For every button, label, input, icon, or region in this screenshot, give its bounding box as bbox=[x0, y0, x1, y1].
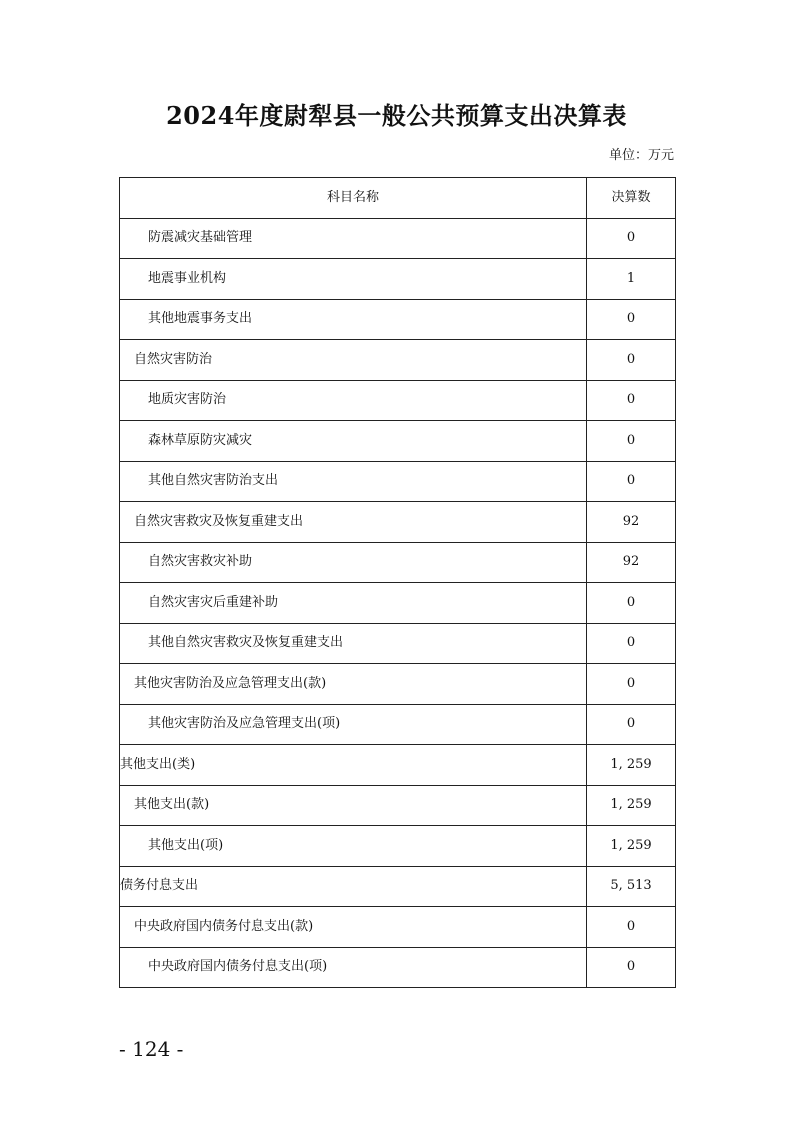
table-row bbox=[120, 461, 676, 502]
row-name: 其他灾害防治及应急管理支出(款) bbox=[120, 664, 587, 705]
table-row bbox=[120, 218, 676, 259]
table-row bbox=[120, 745, 676, 786]
column-header-value: 决算数 bbox=[587, 178, 676, 219]
column-header-name: 科目名称 bbox=[120, 178, 587, 219]
row-name: 自然灾害灾后重建补助 bbox=[120, 583, 587, 624]
row-value: 0 bbox=[587, 704, 676, 745]
page-title: 2024年度尉犁县一般公共预算支出决算表 bbox=[166, 101, 627, 130]
row-value: 0 bbox=[587, 947, 676, 988]
table-row bbox=[120, 380, 676, 421]
row-name: 其他支出(类) bbox=[120, 745, 587, 786]
row-value: 0 bbox=[587, 299, 676, 340]
unit-label: 单位：万元 bbox=[608, 148, 674, 163]
row-name: 其他地震事务支出 bbox=[120, 299, 587, 340]
row-value: 92 bbox=[587, 502, 676, 543]
table-row bbox=[120, 907, 676, 948]
table-row bbox=[120, 866, 676, 907]
row-value: 1, 259 bbox=[587, 826, 676, 867]
table-row bbox=[120, 421, 676, 462]
row-name: 其他支出(款) bbox=[120, 785, 587, 826]
page-number: - 124 - bbox=[119, 1037, 184, 1061]
row-name: 森林草原防灾减灾 bbox=[120, 421, 587, 462]
table-row bbox=[120, 623, 676, 664]
row-value: 0 bbox=[587, 218, 676, 259]
table-row bbox=[120, 704, 676, 745]
row-name: 地质灾害防治 bbox=[120, 380, 587, 421]
table-row bbox=[120, 785, 676, 826]
table-row bbox=[120, 259, 676, 300]
row-name: 债务付息支出 bbox=[120, 866, 587, 907]
row-name: 自然灾害救灾及恢复重建支出 bbox=[120, 502, 587, 543]
table-row bbox=[120, 664, 676, 705]
row-value: 5, 513 bbox=[587, 866, 676, 907]
row-value: 0 bbox=[587, 583, 676, 624]
table-row bbox=[120, 826, 676, 867]
row-value: 1, 259 bbox=[587, 785, 676, 826]
table-row bbox=[120, 583, 676, 624]
row-value: 0 bbox=[587, 421, 676, 462]
row-value: 0 bbox=[587, 664, 676, 705]
row-value: 0 bbox=[587, 340, 676, 381]
row-value: 1 bbox=[587, 259, 676, 300]
row-value: 92 bbox=[587, 542, 676, 583]
table-row bbox=[120, 340, 676, 381]
table-row bbox=[120, 299, 676, 340]
row-name: 中央政府国内债务付息支出(款) bbox=[120, 907, 587, 948]
row-name: 自然灾害救灾补助 bbox=[120, 542, 587, 583]
budget-table bbox=[119, 177, 676, 988]
row-value: 0 bbox=[587, 461, 676, 502]
row-name: 地震事业机构 bbox=[120, 259, 587, 300]
row-name: 其他灾害防治及应急管理支出(项) bbox=[120, 704, 587, 745]
table-row bbox=[120, 542, 676, 583]
row-value: 1, 259 bbox=[587, 745, 676, 786]
row-name: 防震减灾基础管理 bbox=[120, 218, 587, 259]
row-name: 自然灾害防治 bbox=[120, 340, 587, 381]
row-value: 0 bbox=[587, 907, 676, 948]
table-header-row bbox=[120, 178, 676, 219]
row-name: 其他自然灾害救灾及恢复重建支出 bbox=[120, 623, 587, 664]
table-row bbox=[120, 502, 676, 543]
row-name: 其他支出(项) bbox=[120, 826, 587, 867]
row-value: 0 bbox=[587, 623, 676, 664]
table-row bbox=[120, 947, 676, 988]
row-name: 中央政府国内债务付息支出(项) bbox=[120, 947, 587, 988]
row-value: 0 bbox=[587, 380, 676, 421]
row-name: 其他自然灾害防治支出 bbox=[120, 461, 587, 502]
